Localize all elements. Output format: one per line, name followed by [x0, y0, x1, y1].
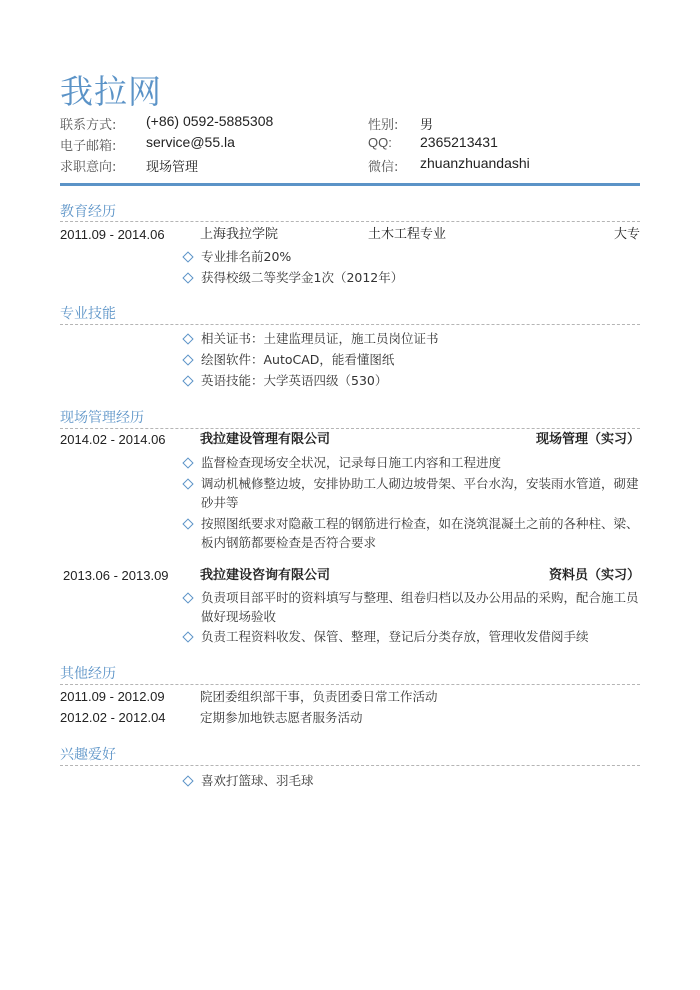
- section-title-education: 教育经历: [60, 204, 116, 220]
- diamond-bullet-icon: [182, 518, 193, 529]
- job-date: 2014.02 - 2014.06: [60, 432, 166, 447]
- wechat-value: zhuanzhuandashi: [420, 155, 530, 171]
- diamond-bullet-icon: [182, 251, 193, 262]
- qq-label: QQ:: [368, 135, 392, 150]
- job-date: 2013.06 - 2013.09: [63, 568, 169, 583]
- objective-value: 现场管理: [146, 160, 199, 175]
- section-divider: [60, 765, 640, 766]
- major: 土木工程专业: [368, 227, 447, 242]
- activity-text: 院团委组织部干事，负责团委日常工作活动: [200, 689, 438, 704]
- diamond-bullet-icon: [182, 354, 193, 365]
- objective-label: 求职意向:: [60, 160, 117, 175]
- diamond-bullet-icon: [182, 631, 193, 642]
- section-title-hobbies: 兴趣爱好: [60, 747, 116, 763]
- education-date: 2011.09 - 2014.06: [60, 227, 165, 242]
- list-item: 英语技能：大学英语四级（530）: [184, 371, 640, 390]
- diamond-bullet-icon: [182, 272, 193, 283]
- header-divider: [60, 183, 640, 186]
- wechat-label: 微信:: [368, 160, 399, 175]
- list-item: 负责项目部平时的资料填写与整理、组卷归档以及办公用品的采购，配合施工员做好现场验收: [184, 588, 640, 626]
- email-label: 电子邮箱:: [60, 139, 117, 154]
- degree: 大专: [613, 227, 640, 242]
- company-name: 我拉建设咨询有限公司: [200, 568, 331, 583]
- candidate-name: 我拉网: [60, 72, 162, 111]
- activity-date: 2011.09 - 2012.09: [60, 689, 165, 704]
- gender-value: 男: [420, 118, 434, 133]
- activity-text: 定期参加地铁志愿者服务活动: [200, 710, 363, 725]
- diamond-bullet-icon: [182, 333, 193, 344]
- section-divider: [60, 684, 640, 685]
- section-divider: [60, 221, 640, 222]
- list-item: 获得校级二等奖学金1次（2012年）: [184, 268, 640, 287]
- list-item: 绘图软件：AutoCAD，能看懂图纸: [184, 350, 640, 369]
- diamond-bullet-icon: [182, 775, 193, 786]
- company-name: 我拉建设管理有限公司: [200, 432, 331, 447]
- school-name: 上海我拉学院: [200, 227, 279, 242]
- diamond-bullet-icon: [182, 457, 193, 468]
- job-role: 现场管理（实习）: [535, 432, 640, 447]
- diamond-bullet-icon: [182, 478, 193, 489]
- diamond-bullet-icon: [182, 592, 193, 603]
- activity-date: 2012.02 - 2012.04: [60, 710, 166, 725]
- qq-value: 2365213431: [420, 134, 498, 150]
- phone-value: (+86) 0592-5885308: [146, 113, 274, 129]
- list-item: 监督检查现场安全状况，记录每日施工内容和工程进度: [184, 453, 640, 472]
- email-value: service@55.la: [146, 134, 235, 150]
- section-title-experience: 现场管理经历: [60, 410, 144, 426]
- list-item: 专业排名前20%: [184, 247, 640, 266]
- diamond-bullet-icon: [182, 375, 193, 386]
- list-item: 喜欢打篮球、羽毛球: [184, 771, 640, 790]
- job-role: 资料员（实习）: [548, 568, 640, 583]
- list-item: 负责工程资料收发、保管、整理，登记后分类存放，管理收发借阅手续: [184, 627, 640, 646]
- section-title-other: 其他经历: [60, 666, 116, 682]
- section-divider: [60, 324, 640, 325]
- gender-label: 性别:: [368, 118, 399, 133]
- list-item: 按照图纸要求对隐蔽工程的钢筋进行检查，如在浇筑混凝土之前的各种柱、梁、板内钢筋都要检查是否符合要求: [184, 514, 640, 552]
- phone-label: 联系方式:: [60, 118, 117, 133]
- list-item: 调动机械修整边坡，安排协助工人砌边坡骨架、平台水沟，安装雨水管道，砌建砂井等: [184, 474, 640, 512]
- section-title-skills: 专业技能: [60, 306, 116, 322]
- list-item: 相关证书：土建监理员证，施工员岗位证书: [184, 329, 640, 348]
- section-divider: [60, 428, 640, 429]
